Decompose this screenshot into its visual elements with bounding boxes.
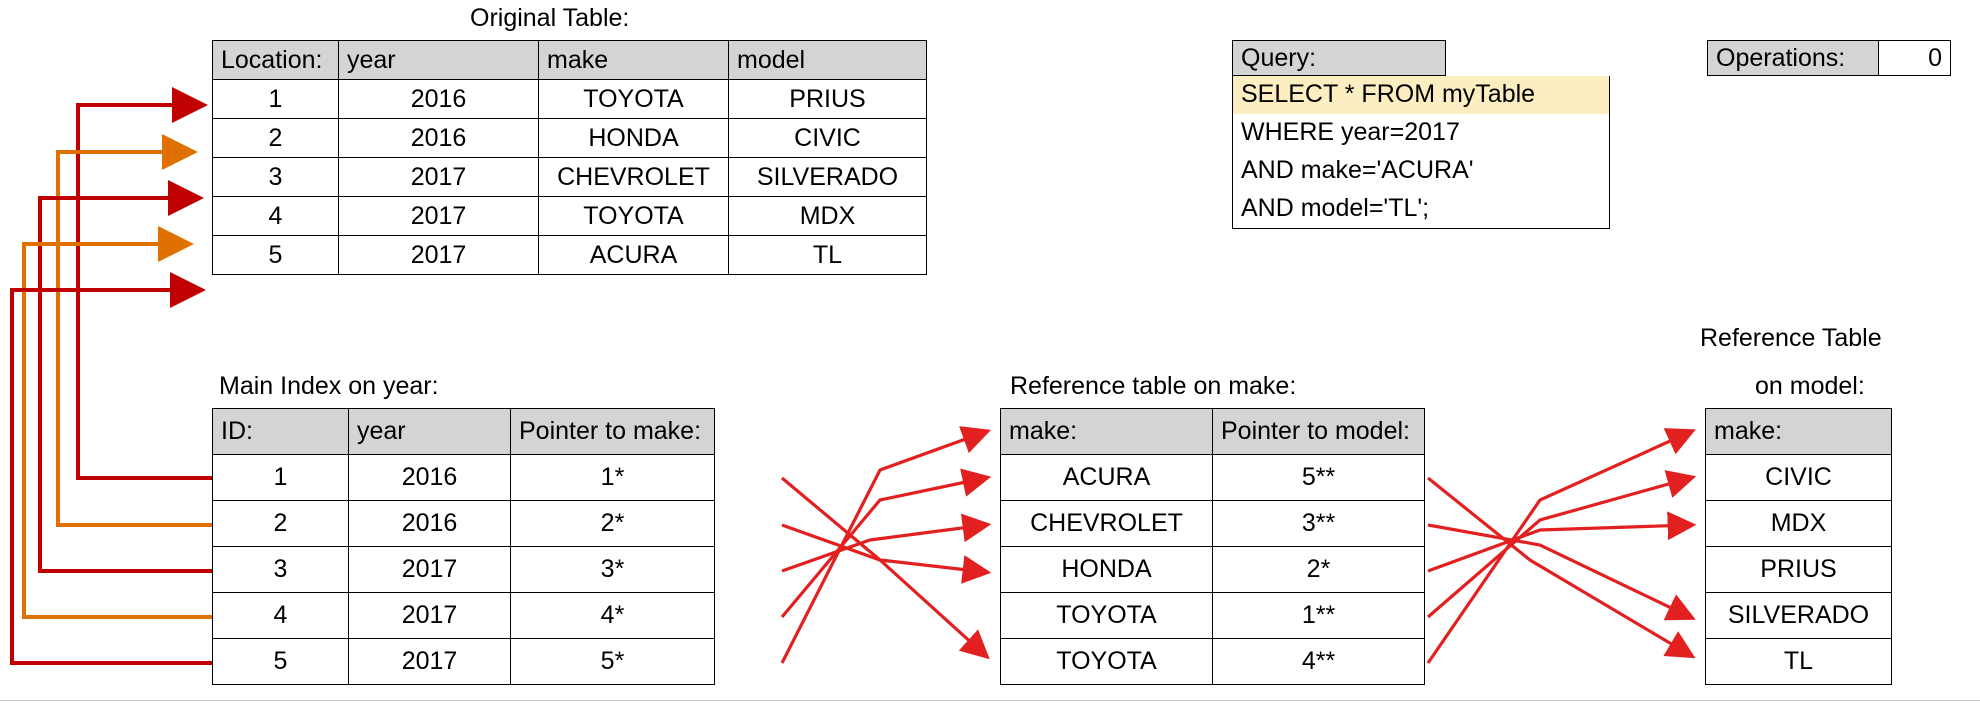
cell-pointer: 2* (511, 501, 715, 547)
cell-make: TOYOTA (539, 80, 729, 119)
table-row (1706, 593, 1892, 639)
cell-make: TOYOTA (1001, 639, 1213, 685)
cell-model: SILVERADO (729, 158, 927, 197)
bottom-divider (0, 700, 1980, 701)
cell-make: TOYOTA (1001, 593, 1213, 639)
table-row (213, 80, 927, 119)
cell-model: CIVIC (1706, 455, 1892, 501)
cell-year: 2016 (349, 455, 511, 501)
table-row (1706, 455, 1892, 501)
cell-year: 2017 (349, 593, 511, 639)
table-row (1706, 639, 1892, 685)
query-line-and-model: AND model='TL'; (1241, 194, 1430, 222)
model-reference-table (1705, 408, 1892, 685)
cell-year: 2016 (339, 119, 539, 158)
cell-make: ACURA (1001, 455, 1213, 501)
cell-location: 1 (213, 80, 339, 119)
cell-model: TL (1706, 639, 1892, 685)
table-row (213, 197, 927, 236)
cell-model: MDX (729, 197, 927, 236)
cell-location: 2 (213, 119, 339, 158)
cell-location: 3 (213, 158, 339, 197)
query-line-and-make: AND make='ACURA' (1241, 156, 1474, 184)
make-reference-table (1000, 408, 1425, 685)
query-header: Query: (1232, 40, 1446, 76)
table-header-row (213, 409, 715, 455)
table-row (1001, 547, 1425, 593)
cell-make: HONDA (1001, 547, 1213, 593)
cell-pointer: 2* (1213, 547, 1425, 593)
original-table (212, 40, 927, 275)
table-row (1001, 593, 1425, 639)
table-header-row (1001, 409, 1425, 455)
table-row (1001, 455, 1425, 501)
cell-year: 2017 (339, 158, 539, 197)
table-row (213, 455, 715, 501)
column-header-pointer-to-make: Pointer to make: (511, 409, 715, 455)
cell-pointer: 1* (511, 455, 715, 501)
caption-reference-make: Reference table on make: (1010, 372, 1297, 400)
cell-make: CHEVROLET (539, 158, 729, 197)
cell-id: 5 (213, 639, 349, 685)
cell-make: TOYOTA (539, 197, 729, 236)
table-row (1001, 501, 1425, 547)
cell-model: TL (729, 236, 927, 275)
operations-value: 0 (1879, 40, 1951, 76)
column-header-year: year (339, 41, 539, 80)
caption-original-table: Original Table: (470, 4, 630, 32)
table-row (213, 639, 715, 685)
cell-pointer: 4* (511, 593, 715, 639)
column-header-year: year (349, 409, 511, 455)
cell-model: MDX (1706, 501, 1892, 547)
cell-model: PRIUS (1706, 547, 1892, 593)
table-row (1706, 501, 1892, 547)
table-header-row (213, 41, 927, 80)
column-header-id: ID: (213, 409, 349, 455)
cell-pointer: 5* (511, 639, 715, 685)
query-line-where: WHERE year=2017 (1241, 118, 1460, 146)
query-line-select: SELECT * FROM myTable (1233, 76, 1609, 114)
column-header-location: Location: (213, 41, 339, 80)
table-header-row (1706, 409, 1892, 455)
cell-model: SILVERADO (1706, 593, 1892, 639)
table-row (1706, 547, 1892, 593)
operations-label: Operations: (1707, 40, 1879, 76)
cell-model: CIVIC (729, 119, 927, 158)
cell-id: 4 (213, 593, 349, 639)
cell-make: HONDA (539, 119, 729, 158)
column-header-make: make: (1706, 409, 1892, 455)
cell-year: 2017 (339, 197, 539, 236)
main-index-table (212, 408, 715, 685)
cell-make: ACURA (539, 236, 729, 275)
caption-reference-model-line2: on model: (1755, 372, 1865, 400)
column-header-pointer-to-model: Pointer to model: (1213, 409, 1425, 455)
cell-id: 3 (213, 547, 349, 593)
cell-year: 2017 (349, 639, 511, 685)
cell-pointer: 3** (1213, 501, 1425, 547)
caption-main-index: Main Index on year: (219, 372, 439, 400)
column-header-model: model (729, 41, 927, 80)
table-row (213, 547, 715, 593)
table-row (213, 236, 927, 275)
cell-model: PRIUS (729, 80, 927, 119)
table-row (1001, 639, 1425, 685)
cell-pointer: 5** (1213, 455, 1425, 501)
cell-year: 2017 (349, 547, 511, 593)
caption-reference-model-line1: Reference Table (1700, 324, 1882, 352)
cell-location: 5 (213, 236, 339, 275)
table-row (213, 501, 715, 547)
cell-year: 2016 (339, 80, 539, 119)
query-body (1232, 76, 1610, 229)
column-header-make: make: (1001, 409, 1213, 455)
query-box (1232, 40, 1610, 229)
operations-counter (1707, 40, 1951, 76)
table-row (213, 593, 715, 639)
table-row (213, 119, 927, 158)
cell-make: CHEVROLET (1001, 501, 1213, 547)
cell-id: 1 (213, 455, 349, 501)
cell-year: 2016 (349, 501, 511, 547)
column-header-make: make (539, 41, 729, 80)
cell-pointer: 1** (1213, 593, 1425, 639)
table-row (213, 158, 927, 197)
cell-location: 4 (213, 197, 339, 236)
cell-pointer: 4** (1213, 639, 1425, 685)
cell-year: 2017 (339, 236, 539, 275)
cell-id: 2 (213, 501, 349, 547)
cell-pointer: 3* (511, 547, 715, 593)
